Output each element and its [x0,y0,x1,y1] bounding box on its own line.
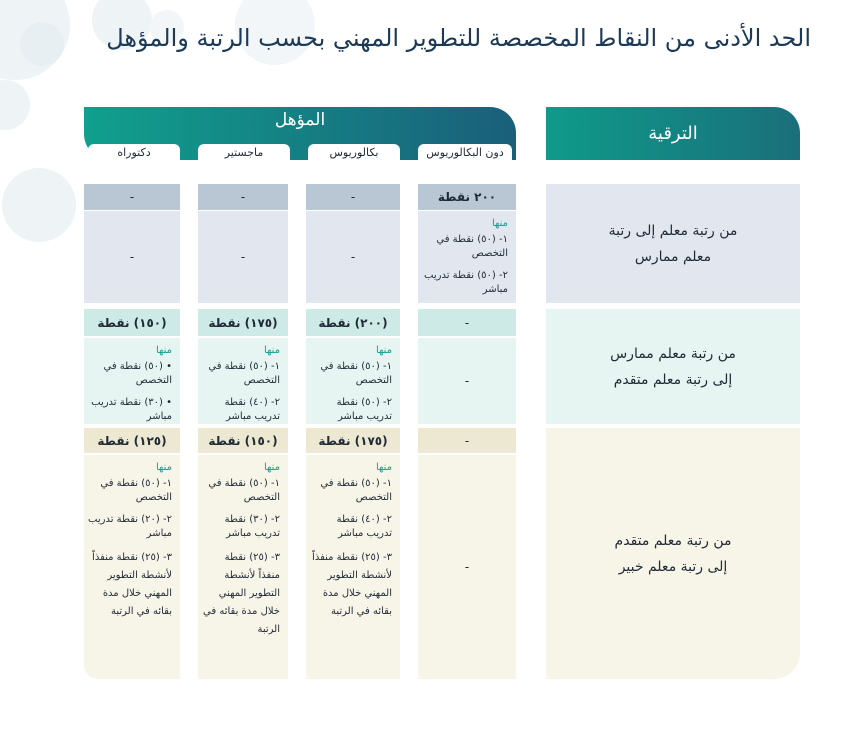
decor-circle [0,80,30,130]
decor-circle [2,168,76,242]
detail-item: ٢- (٢٠) نقطة تدريب مباشر [88,514,172,539]
detail-item: • (٣٠) نقطة تدريب مباشر [91,397,172,422]
minha-label: منها [375,462,392,473]
row3-bachelor-points: (١٧٥) نقطة [306,428,400,453]
row1-below-bachelor-details [418,211,516,303]
promotion-header: الترقية [546,107,800,160]
detail-item: ١- (٥٠) نقطة في التخصص [208,478,280,503]
promotion-row-1-line1: من رتبة معلم إلى رتبة [608,222,738,239]
detail-item: ٢- (٤٠) نقطة تدريب مباشر [336,514,392,539]
promotion-row-2 [546,309,800,424]
row2-below-bachelor-points: - [418,309,516,336]
detail-item: ٣- (٢٥) نقطة منفذاً لأنشطة التطوير المهني خلال مدة بقائه في الرتبة [92,552,172,617]
column-header-doctorate: دكتوراه [88,144,180,161]
detail-item: ٢- (٥٠) نقطة تدريب مباشر [424,270,508,295]
promotion-row-3-line1: من رتبة معلم متقدم [614,532,732,549]
promotion-row-3 [546,428,800,679]
row2-master-points: (١٧٥) نقطة [198,309,288,336]
minha-label: منها [263,345,280,356]
detail-item: ١- (٥٠) نقطة في التخصص [100,478,172,503]
row3-doctorate-points: (١٢٥) نقطة [84,428,180,453]
minha-label: منها [491,218,508,229]
row2-doctorate-points: (١٥٠) نقطة [84,309,180,336]
row3-master-points: (١٥٠) نقطة [198,428,288,453]
row1-master-points: - [198,184,288,210]
row3-doctorate-details [84,455,180,679]
minha-label: منها [155,462,172,473]
promotion-row-1 [546,184,800,303]
column-header-bachelor: بكالوريوس [308,144,400,161]
promotion-row-1-line2: معلم ممارس [634,248,712,265]
row2-bachelor-points: (٢٠٠) نقطة [306,309,400,336]
detail-item: ٢- (٣٠) نقطة تدريب مباشر [224,514,280,539]
row1-doctorate-points: - [84,184,180,210]
row3-below-bachelor-body: - [418,455,516,679]
minha-label: منها [375,345,392,356]
decor-circle [20,22,64,66]
detail-item: • (٥٠) نقطة في التخصص [103,361,172,386]
detail-item: ١- (٥٠) نقطة في التخصص [208,361,280,386]
row3-bachelor-details [306,455,400,679]
detail-item: ٣- (٢٥) نقطة منفذاً لأنشطة التطوير المهني خلال مدة بقائه في الرتبة [312,552,392,617]
detail-item: ٢- (٥٠) نقطة تدريب مباشر [336,397,392,422]
promotion-row-3-line2: إلى رتبة معلم خبير [618,558,728,575]
row3-below-bachelor-points: - [418,428,516,453]
row1-bachelor-points: - [306,184,400,210]
row2-bachelor-details [306,338,400,424]
page-title: الحد الأدنى من النقاط المخصصة للتطوير المهني بحسب الرتبة والمؤهل [106,24,811,52]
detail-item: ١- (٥٠) نقطة في التخصص [320,361,392,386]
row2-doctorate-details [84,338,180,424]
row1-doctorate-body: - [84,211,180,303]
row2-below-bachelor-body: - [418,338,516,424]
qualification-header: المؤهل [274,110,326,130]
detail-item: ٣- (٢٥) نقطة منفذاً لأنشطة التطوير المهني خلال مدة بقائه في الرتبة [203,552,280,635]
detail-item: ١- (٥٠) نقطة في التخصص [436,234,508,259]
promotion-row-2-line2: إلى رتبة معلم متقدم [613,371,733,388]
column-header-master: ماجستير [198,144,290,161]
row1-below-bachelor-points: ٢٠٠ نقطة [418,184,516,210]
row2-master-details [198,338,288,424]
minha-label: منها [155,345,172,356]
row1-master-body: - [198,211,288,303]
detail-item: ١- (٥٠) نقطة في التخصص [320,478,392,503]
minha-label: منها [263,462,280,473]
column-header-below-bachelor: دون البكالوريوس [418,144,512,161]
promotion-row-2-line1: من رتبة معلم ممارس [610,345,736,362]
row1-bachelor-body: - [306,211,400,303]
detail-item: ٢- (٤٠) نقطة تدريب مباشر [224,397,280,422]
row3-master-details [198,455,288,679]
